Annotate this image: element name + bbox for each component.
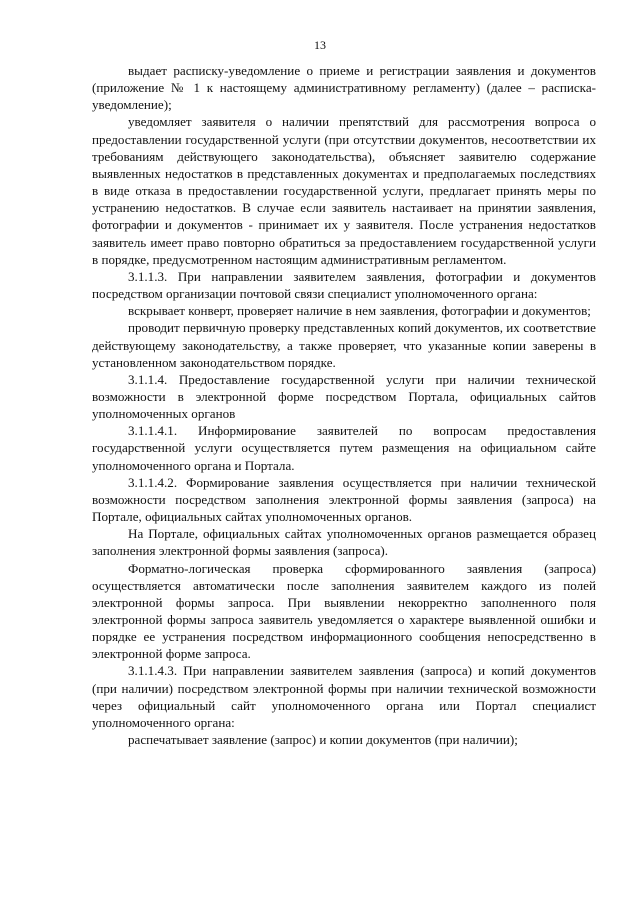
page-number: 13 [314, 38, 326, 52]
document-body [92, 62, 596, 748]
paragraph-3-1-1-4: 3.1.1.4. Предоставление государственной услуги при наличии технической возможности в электронной форме посредством Портала, официальных сайтов уполномоченных органов [92, 371, 596, 422]
paragraph-obstacles-notice: уведомляет заявителя о наличии препятствий для рассмотрения вопроса о предоставлении государственной услуги (при отсутствии документов, несоответствии их требованиям действующего законодательства), объясняет заявителю содержание выявленных недостатков в представленных документах и предполагаемых последствиях в виде отказа в предоставлении государственной услуги, предлагает принять меры по устранению недостатков. В случае если заявитель настаивает на принятии заявления, фотографии и документов - принимает их у заявителя. После устранения недостатков заявитель имеет право повторно обратиться за предоставлением государственной услуги в порядке, предусмотренном настоящим административным регламентом. [92, 114, 596, 267]
paragraph-3-1-1-4-3: 3.1.1.4.3. При направлении заявителем заявления (запроса) и копий документов (при наличии) посредством электронной формы при наличии технической возможности через официальный сайт уполномоченного органа или Портал специалист уполномоченного органа: [92, 663, 596, 730]
paragraph-portal-sample: На Портале, официальных сайтах уполномоченных органов размещается образец заполнения электронной формы заявления (запроса). [92, 526, 596, 559]
paragraph-initial-check: проводит первичную проверку представленных копий документов, их соответствие действующему законодательству, а также проверяет, что указанные копии заверены в установленном законодательством порядке. [92, 320, 596, 370]
paragraph-open-envelope: вскрывает конверт, проверяет наличие в нем заявления, фотографии и документов; [128, 303, 591, 319]
paragraph-print-request: распечатывает заявление (запрос) и копии документов (при наличии); [128, 732, 518, 748]
paragraph-receipt-notice: выдает расписку-уведомление о приеме и регистрации заявления и документов (приложение № 1 к настоящему административному регламенту) (далее – расписка-уведомление); [92, 63, 596, 113]
paragraph-format-check: Форматно-логическая проверка сформированного заявления (запроса) осуществляется автоматически после заполнения заявителем каждого из полей электронной формы запроса. При выявлении некорректно заполненного поля электронной формы запроса заявитель уведомляется о характере выявленной ошибки и порядке ее устранения посредством информационного сообщения непосредственно в электронной форме запроса. [92, 560, 596, 662]
paragraph-3-1-1-3: 3.1.1.3. При направлении заявителем заявления, фотографии и документов посредством организации почтовой связи специалист уполномоченного органа: [92, 268, 596, 302]
paragraph-3-1-1-4-1: 3.1.1.4.1. Информирование заявителей по вопросам предоставления государственной услуги осуществляется путем размещения на официальном сайте уполномоченного органа и Портала. [92, 423, 596, 473]
paragraph-3-1-1-4-2: 3.1.1.4.2. Формирование заявления осуществляется при наличии технической возможности посредством заполнения электронной формы заявления (запроса) на Портале, официальных сайтах уполномоченных органов. [92, 474, 596, 525]
